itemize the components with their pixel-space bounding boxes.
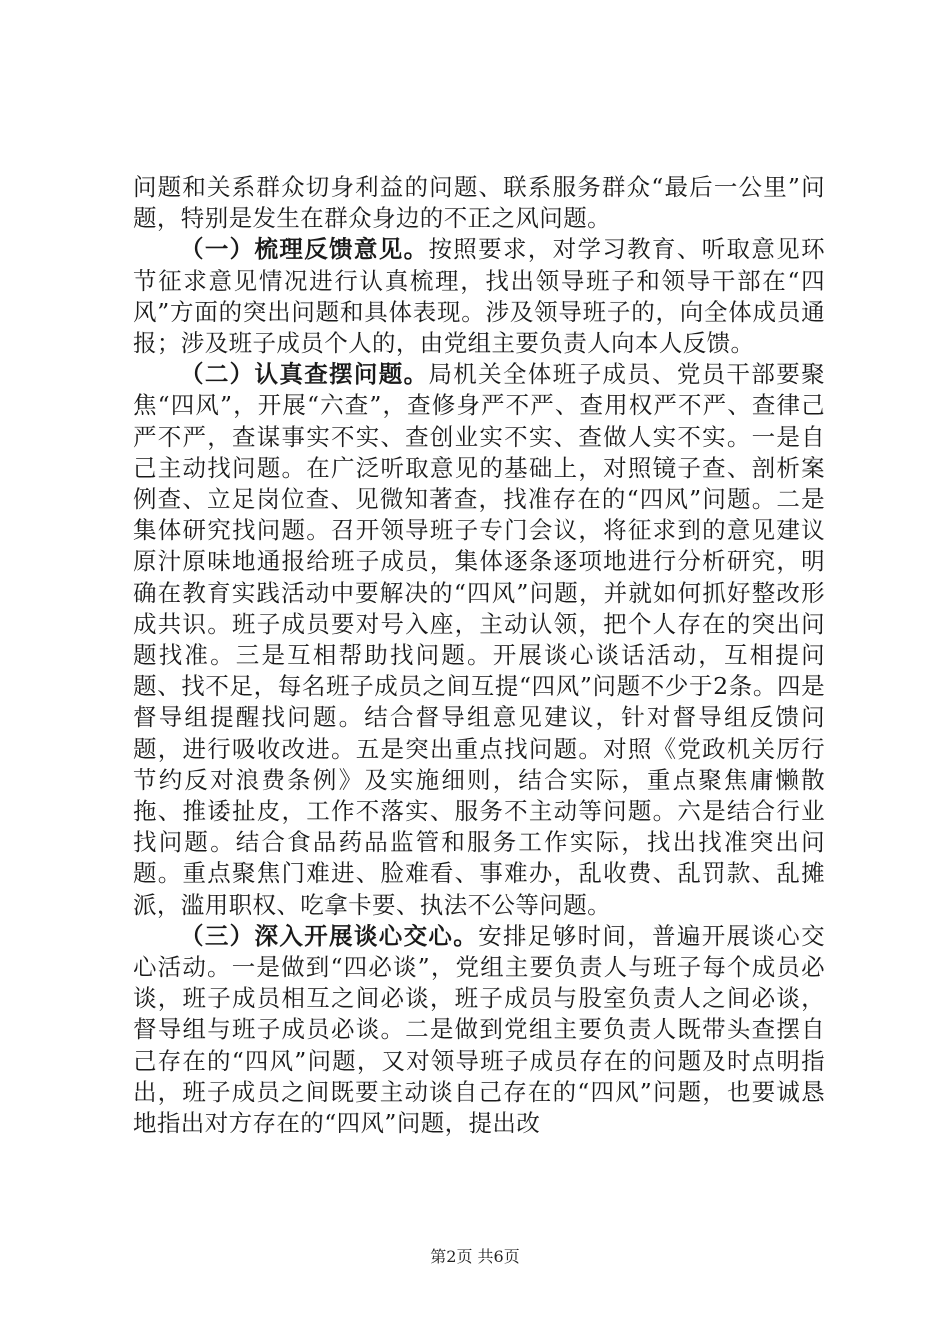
paragraph-1 [133,172,825,234]
paragraph-3-heading: （二）认真查摆问题。 [180,360,429,389]
paragraph-2-text: 按照要求，对学习教育、听取意见环节征求意见情况进行认真梳理，找出领导班子和领导干部在“四风”方面的突出问题和具体表现。涉及领导班子的，向全体成员通报；涉及班子成员个人的，由党组主要负责人向本人反馈。 [133,235,825,358]
paragraph-2-heading: （一）梳理反馈意见。 [180,235,429,264]
paragraph-4-text: 安排足够时间，普遍开展谈心交心活动。一是做到“四必谈”，党组主要负责人与班子每个成员必谈，班子成员相互之间必谈，班子成员与股室负责人之间必谈，督导组与班子成员必谈。二是做到党组主要负责人既带头查摆自己存在的“四风”问题，又对领导班子成员存在的问题及时点明指出，班子成员之间既要主动谈自己存在的“四风”问题，也要诚恳地指出对方存在的“四风”问题，提出改 [133,921,825,1138]
paragraph-3-text: 局机关全体班子成员、党员干部要聚焦“四风”，开展“六查”，查修身严不严、查用权严不严、查律己严不严，查谋事实不实、查创业实不实、查做人实不实。一是自己主动找问题。在广泛听取意见的基础上，对照镜子查、剖析案例查、立足岗位查、见微知著查，找准存在的“四风”问题。二是集体研究找问题。召开领导班子专门会议，将征求到的意见建议原汁原味地通报给班子成员，集体逐条逐项地进行分析研究，明确在教育实践活动中要解决的“四风”问题，并就如何抓好整改形成共识。班子成员要对号入座，主动认领，把个人存在的突出问题找准。三是互相帮助找问题。开展谈心谈话活动，互相提问题、找不足，每名班子成员之间互提“四风”问题不少于2条。四是督导组提醒找问题。结合督导组意见建议，针对督导组反馈问题，进行吸收改进。五是突出重点找问题。对照《党政机关厉行节约反对浪费条例》及实施细则，结合实际，重点聚焦庸懒散拖、推诿扯皮，工作不落实、服务不主动等问题。六是结合行业找问题。结合食品药品监管和服务工作实际，找出找准突出问题。重点聚焦门难进、脸难看、事难办，乱收费、乱罚款、乱摊派，滥用职权、吃拿卡要、执法不公等问题。 [133,360,825,919]
page-number-label: 第2页 共6页 [430,1247,520,1266]
page-footer [0,1244,950,1267]
paragraph-3 [133,359,825,921]
paragraph-1-text: 问题和关系群众切身利益的问题、联系服务群众“最后一公里”问题，特别是发生在群众身边的不正之风问题。 [133,173,825,233]
paragraph-4 [133,921,825,1139]
paragraph-4-heading: （三）深入开展谈心交心。 [180,921,479,950]
paragraph-2 [133,234,825,359]
document-body [133,172,825,1139]
